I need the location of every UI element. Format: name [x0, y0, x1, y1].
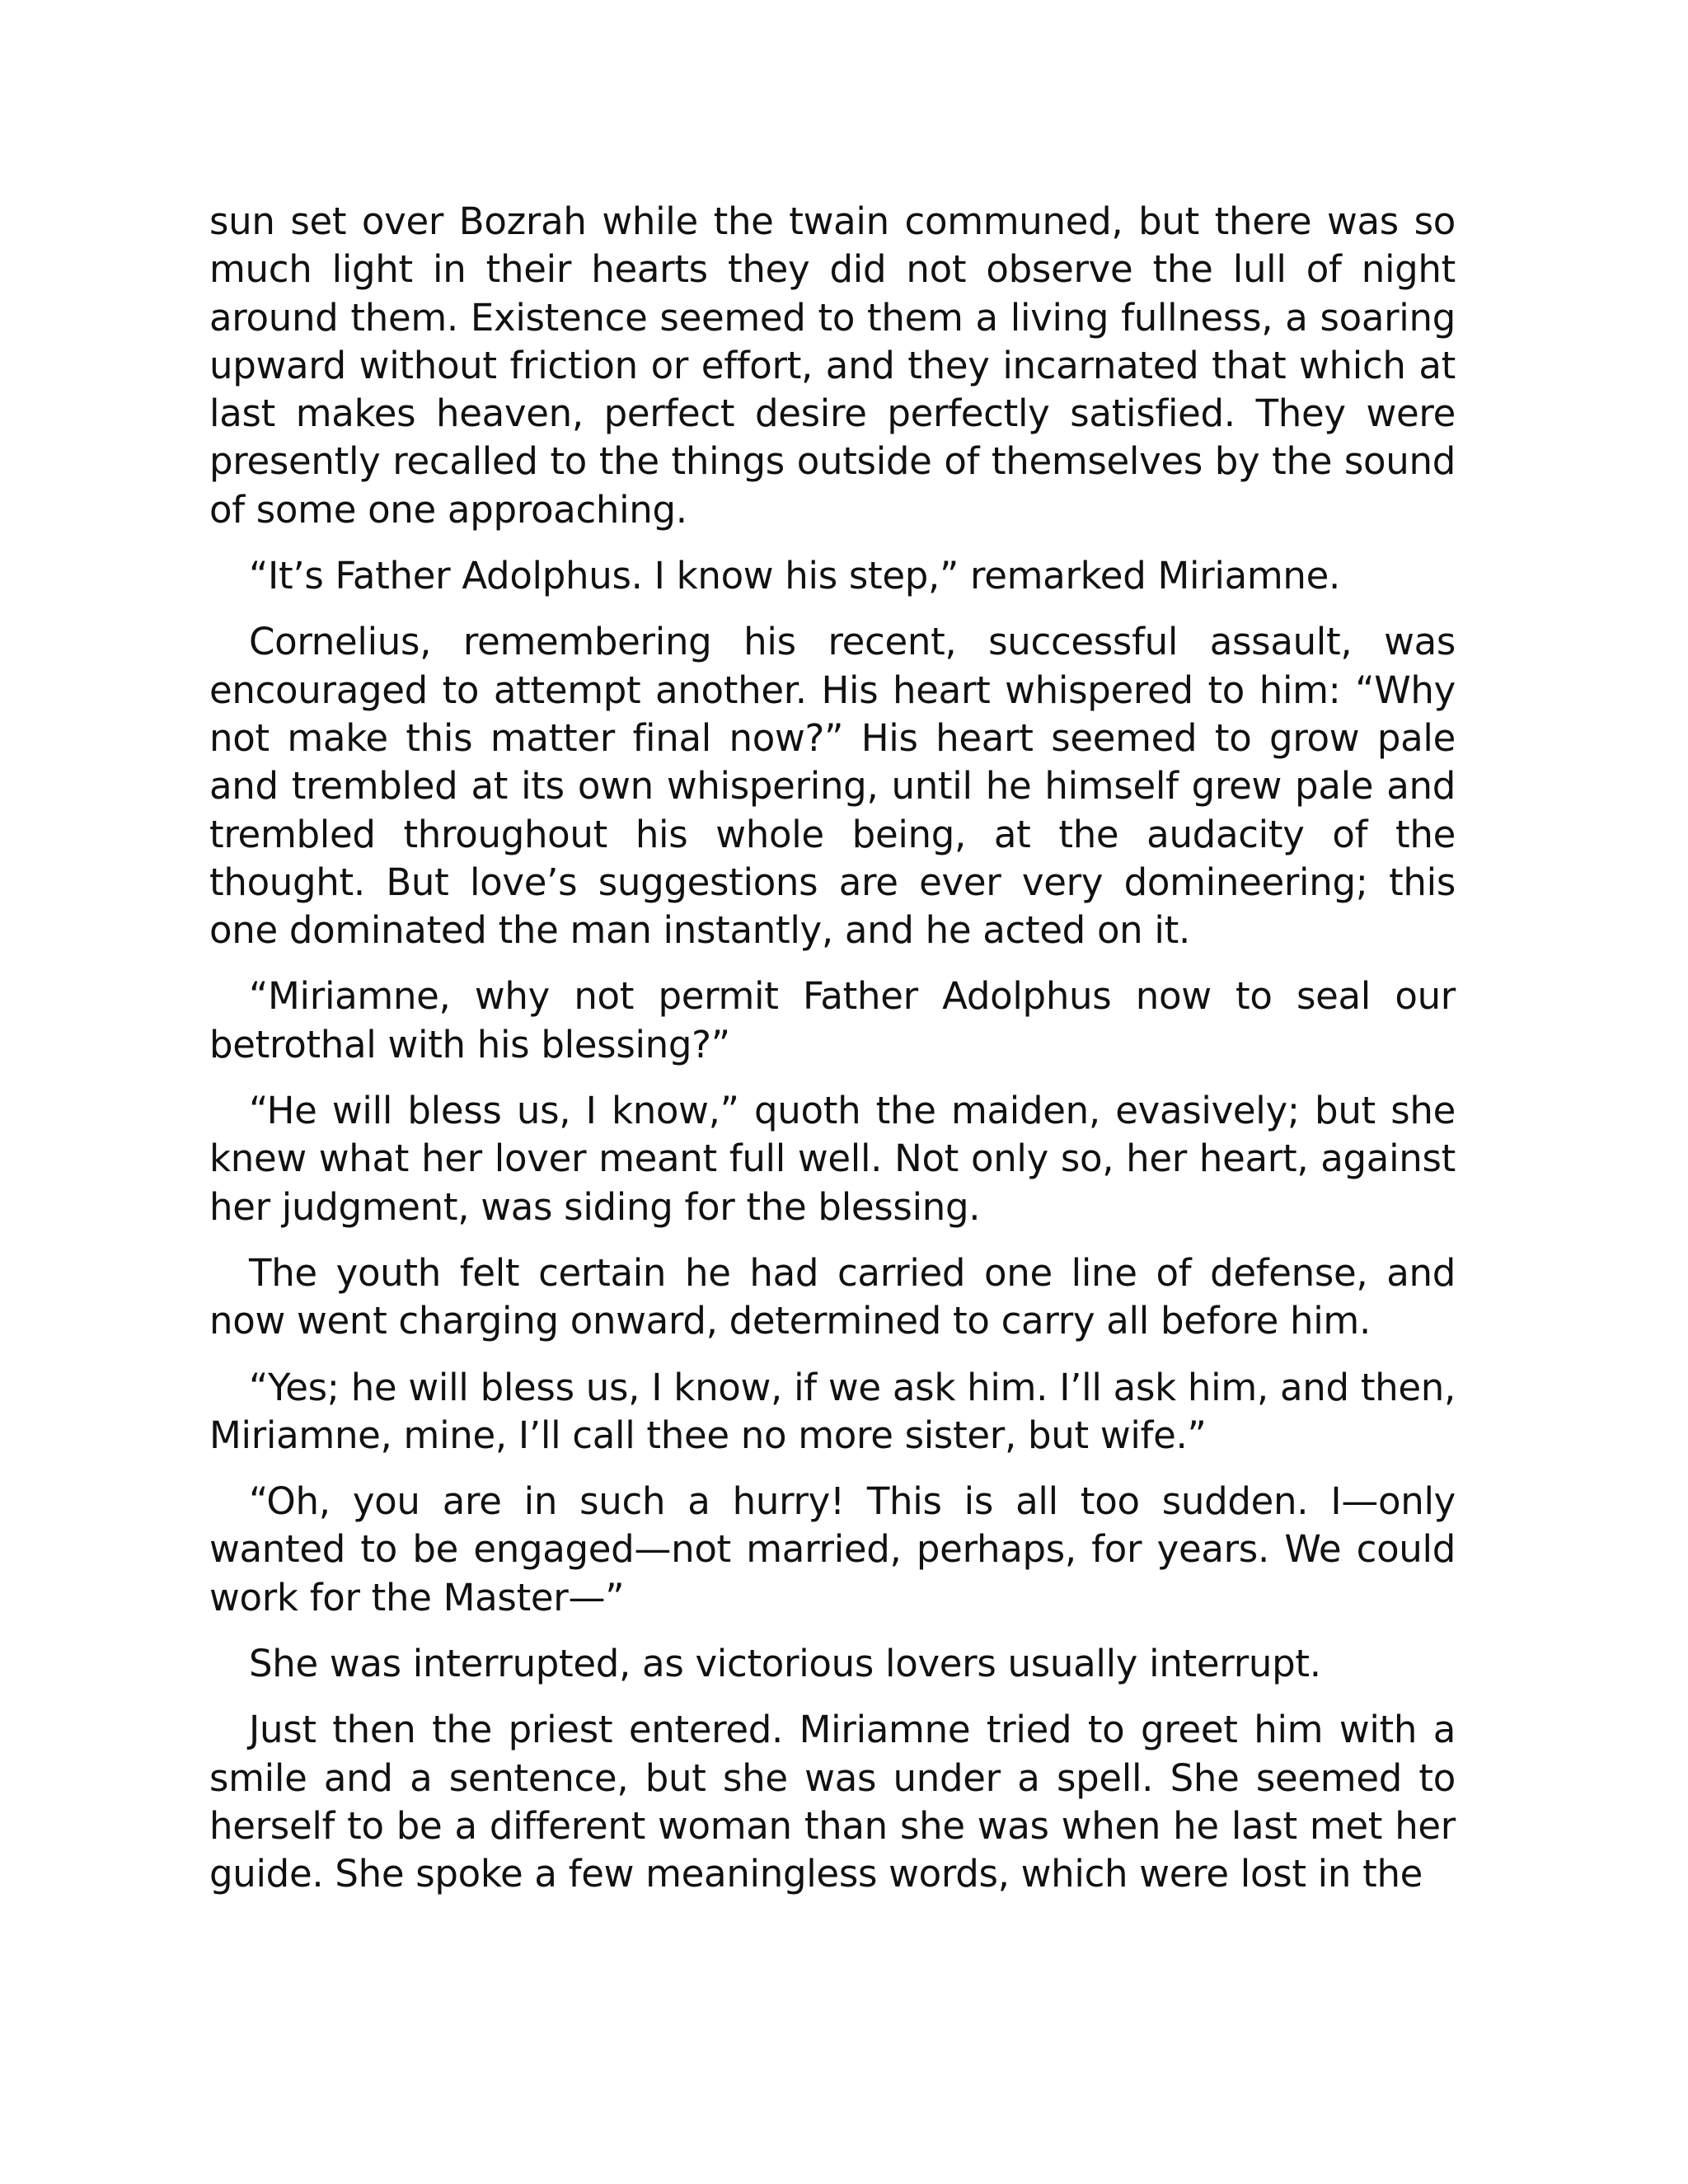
paragraph: The youth felt certain he had carried one line of defense, and now went charging onward, determined to carry all before him.	[209, 1250, 1456, 1343]
paragraph: “Miriamne, why not permit Father Adolphus now to seal our betrothal with his blessing?”	[209, 974, 1456, 1066]
paragraph-continuation: sun set over Bozrah while the twain communed, but there was so much light in their hearts they did not observe the lull of night around them. Existence seemed to them a living fullness, a soaring upward without friction or effort, and they incarnated that which at last makes heaven, perfect desire perfectly satisfied. They were presently recalled to the things outside of themselves by the sound of some one approaching.	[209, 199, 1456, 532]
paragraph: “He will bless us, I know,” quoth the maiden, evasively; but she knew what her lover meant full well. Not only so, her heart, against her judgment, was siding for the blessing.	[209, 1089, 1456, 1229]
paragraph: “Oh, you are in such a hurry! This is all too sudden. I—only wanted to be engaged—not married, perhaps, for years. We could work for the Master—”	[209, 1479, 1456, 1619]
page-body-text	[209, 198, 1456, 1917]
paragraph: She was interrupted, as victorious lovers usually interrupt.	[249, 1642, 1321, 1686]
paragraph: Cornelius, remembering his recent, successful assault, was encouraged to attempt another. His heart whispered to him: “Why not make this matter final now?” His heart seemed to grow pale and trembled at its own whispering, until he himself grew pale and trembled throughout his whole being, at the audacity of the thought. But love’s suggestions are ever very domineering; this one dominated the man instantly, and he acted on it.	[209, 620, 1456, 953]
paragraph: “Yes; he will bless us, I know, if we ask him. I’ll ask him, and then, Miriamne, mine, I’ll call thee no more sister, but wife.”	[209, 1365, 1456, 1457]
paragraph: Just then the priest entered. Miriamne tried to greet him with a smile and a sentence, but she was under a spell. She seemed to herself to be a different woman than she was when he last met her guide. She spoke a few meaningless words, which were lost in the	[209, 1708, 1456, 1896]
paragraph: “It’s Father Adolphus. I know his step,” remarked Miriamne.	[249, 554, 1341, 598]
